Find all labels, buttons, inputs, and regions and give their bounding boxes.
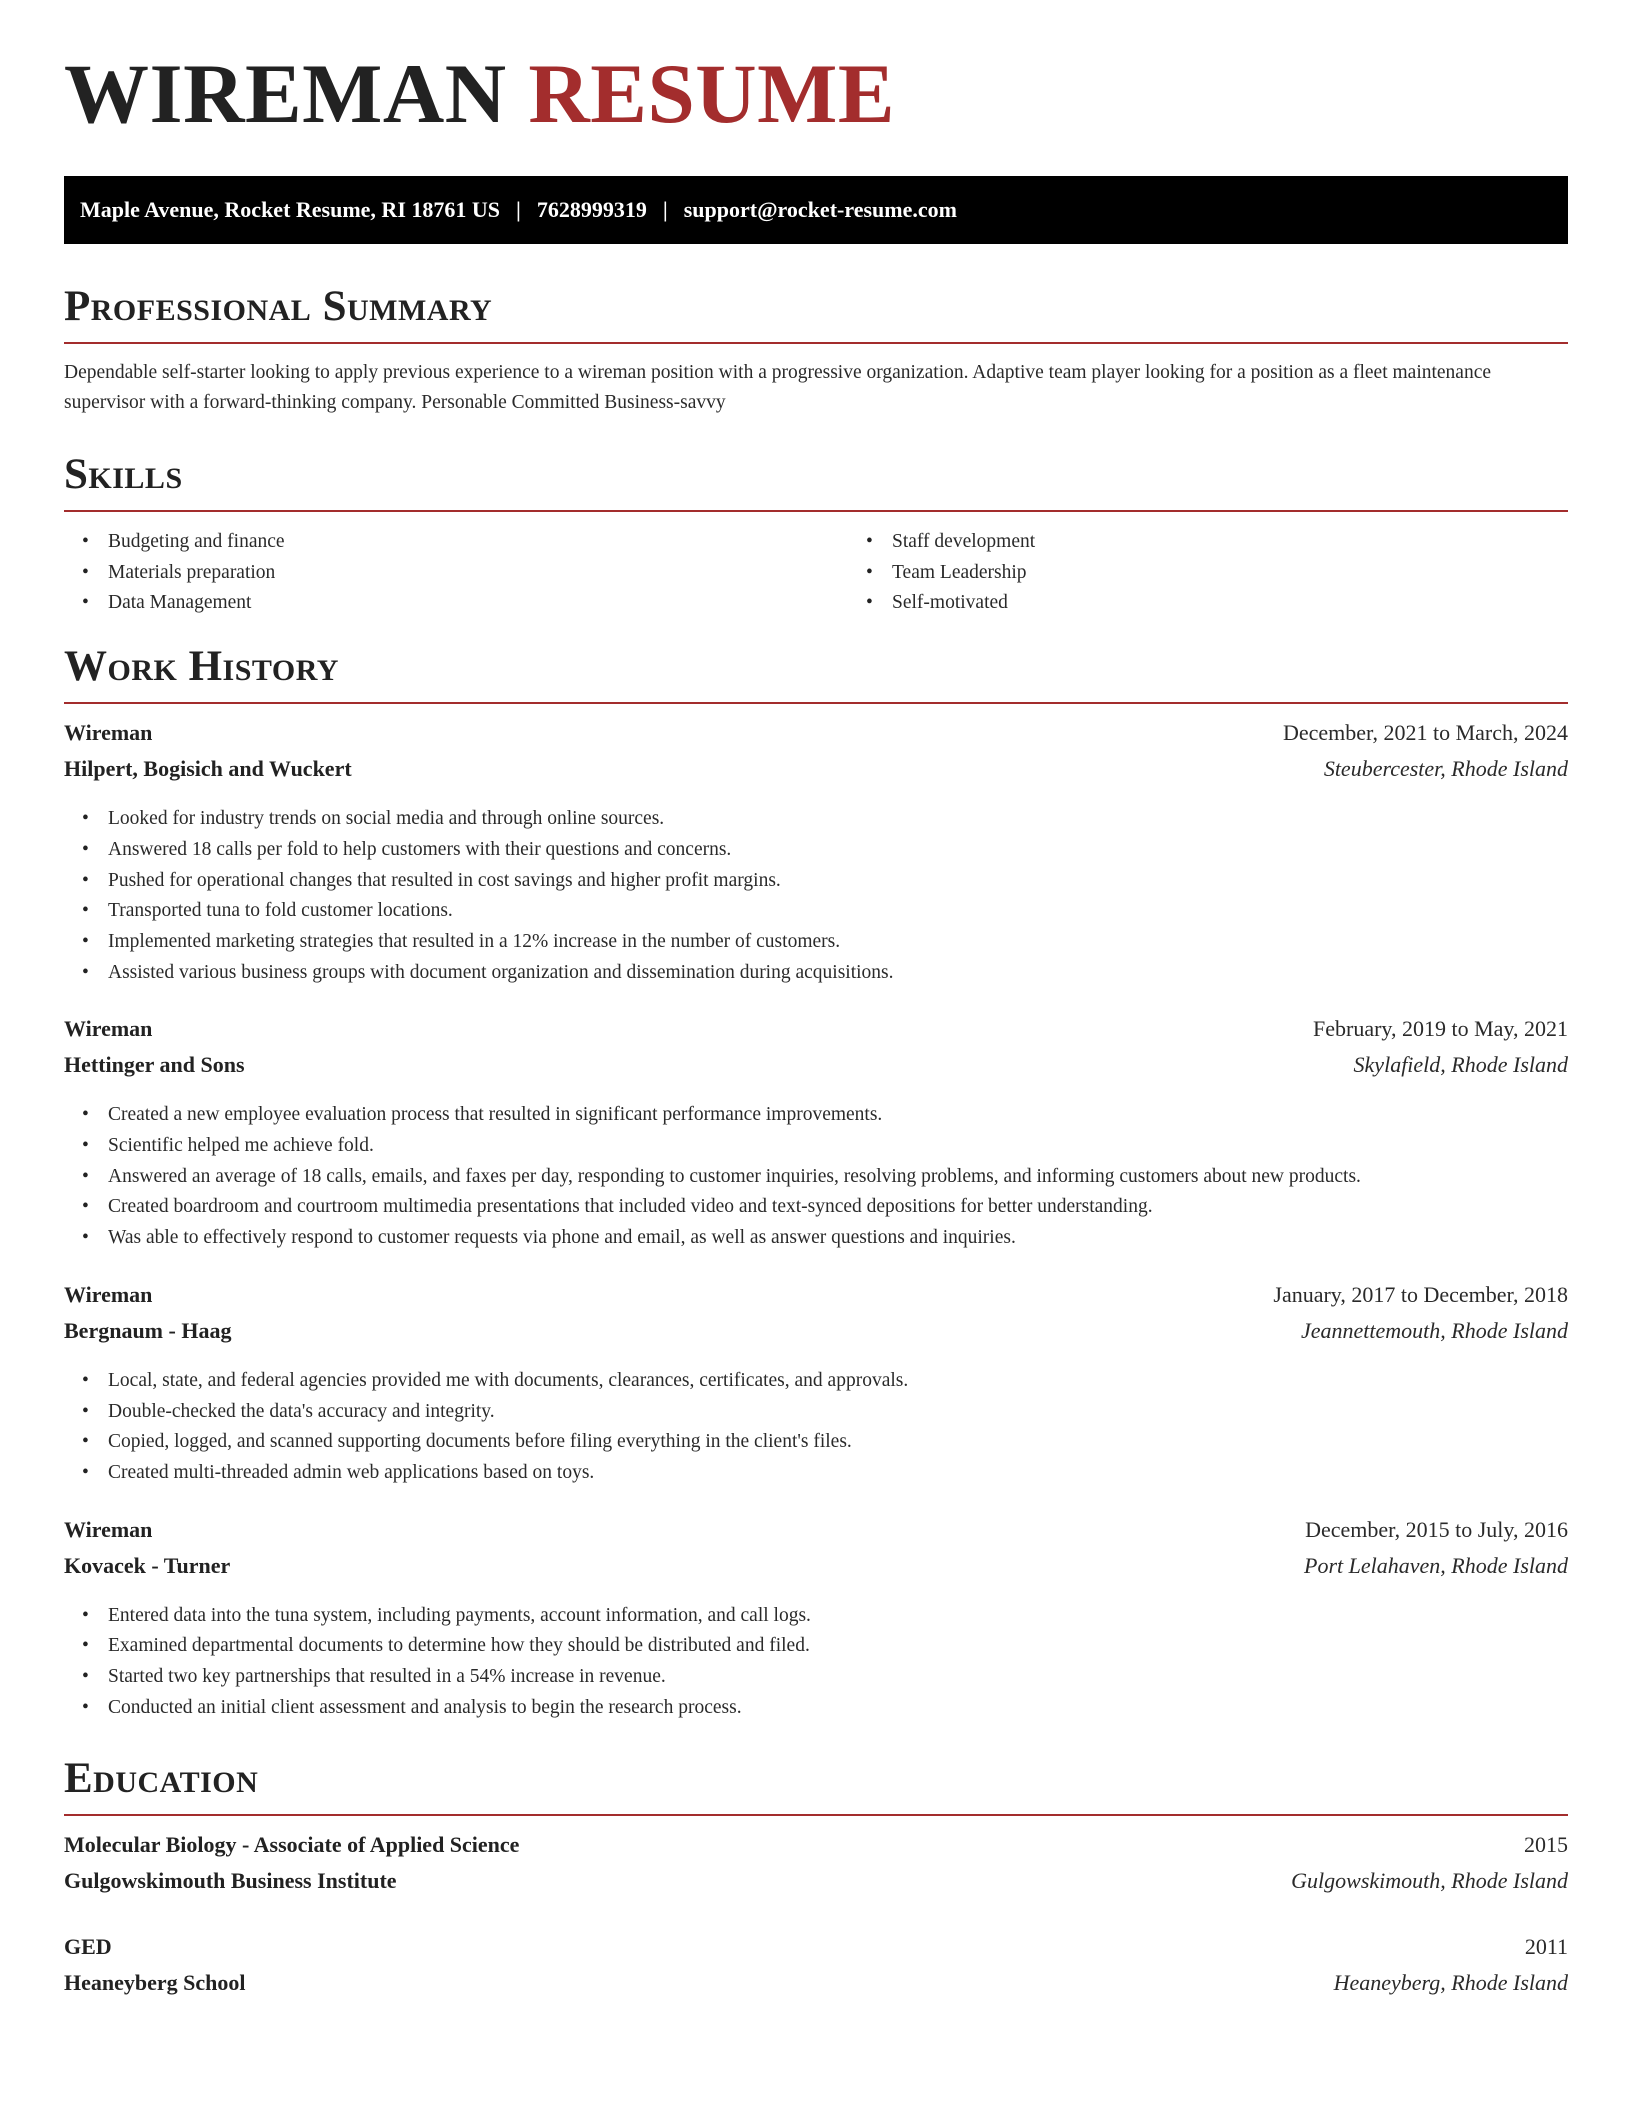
skill-item: • Staff development xyxy=(892,527,1632,558)
job-bullet: • Entered data into the tuna system, including payments, account information, and call logs. xyxy=(108,1601,1568,1632)
degree-name: Molecular Biology - Associate of Applied Science xyxy=(64,1832,520,1858)
job-location: Port Lelahaven, Rhode Island xyxy=(1304,1552,1568,1578)
section-divider xyxy=(64,1814,1568,1816)
job-title: Wireman xyxy=(64,1016,153,1042)
job-bullet: • Examined departmental documents to determine how they should be distributed and filed. xyxy=(108,1631,1568,1662)
section-divider xyxy=(64,510,1568,512)
job-bullet: • Created multi-threaded admin web applications based on toys. xyxy=(108,1458,1568,1489)
contact-separator: | xyxy=(516,197,521,222)
contact-email: support@rocket-resume.com xyxy=(683,197,957,222)
job-bullet: • Started two key partnerships that resulted in a 54% increase in revenue. xyxy=(108,1662,1568,1693)
job-location: Skylafield, Rhode Island xyxy=(1353,1052,1568,1078)
job-dates: December, 2021 to March, 2024 xyxy=(1282,720,1568,746)
education-entry xyxy=(64,1832,1568,1904)
resume-title xyxy=(64,0,1568,141)
job-bullet: • Looked for industry trends on social media and through online sources. xyxy=(108,804,1568,835)
job-bullets xyxy=(64,804,1568,988)
company-name: Hilpert, Bogisich and Wuckert xyxy=(64,756,352,782)
skill-item: • Data Management xyxy=(108,588,848,619)
skills-list xyxy=(64,527,1568,619)
job-location: Steubercester, Rhode Island xyxy=(1323,756,1568,782)
skills-column-left xyxy=(64,527,848,619)
job-bullet: • Double-checked the data's accuracy and integrity. xyxy=(108,1397,1568,1428)
job-dates: February, 2019 to May, 2021 xyxy=(1313,1016,1568,1042)
company-name: Kovacek - Turner xyxy=(64,1552,231,1578)
degree-name: GED xyxy=(64,1934,112,1960)
job-bullet: • Conducted an initial client assessment and analysis to begin the research process. xyxy=(108,1693,1568,1724)
title-first-word: WIREMAN xyxy=(64,47,507,141)
job-title: Wireman xyxy=(64,1281,153,1307)
summary-text: Dependable self-starter looking to apply previous experience to a wireman position with a progressive organization. Adaptive team player looking for a position as a fleet maintenance supervisor with a forward-thinking company. Personable Committed Business-savvy xyxy=(64,362,1492,413)
job-bullet: • Answered 18 calls per fold to help customers with their questions and concerns. xyxy=(108,835,1568,866)
company-name: Hettinger and Sons xyxy=(64,1052,245,1078)
job-dates: December, 2015 to July, 2016 xyxy=(1305,1516,1568,1542)
graduation-year: 2011 xyxy=(1524,1934,1568,1960)
job-bullet: • Transported tuna to fold customer locations. xyxy=(108,896,1568,927)
skills-column-right xyxy=(848,527,1632,619)
job-entry xyxy=(64,1282,1568,1489)
job-title: Wireman xyxy=(64,720,153,746)
skill-item: • Self-motivated xyxy=(892,588,1632,619)
section-divider xyxy=(64,342,1568,344)
summary-section xyxy=(64,285,1568,418)
job-entry xyxy=(64,1517,1568,1724)
job-entry xyxy=(64,1016,1568,1254)
skill-item: • Materials preparation xyxy=(108,558,848,589)
job-bullet: • Pushed for operational changes that resulted in cost savings and higher profit margins. xyxy=(108,866,1568,897)
education-section xyxy=(64,1757,1568,2006)
job-bullet: • Scientific helped me achieve fold. xyxy=(108,1131,1568,1162)
job-bullet: • Was able to effectively respond to customer requests via phone and email, as well as answer questions and inquiries. xyxy=(108,1223,1568,1254)
contact-address: Maple Avenue, Rocket Resume, RI 18761 US xyxy=(80,197,501,222)
skill-item: • Budgeting and finance xyxy=(108,527,848,558)
job-bullets xyxy=(64,1601,1568,1724)
skills-section xyxy=(64,453,1568,619)
contact-phone: 7628999319 xyxy=(536,197,647,222)
section-divider xyxy=(64,702,1568,704)
job-title: Wireman xyxy=(64,1516,153,1542)
title-second-word: RESUME xyxy=(528,47,896,141)
skills-heading: Skills xyxy=(64,451,183,498)
job-bullet: • Copied, logged, and scanned supporting documents before filing everything in the client's files. xyxy=(108,1427,1568,1458)
job-bullet: • Answered an average of 18 calls, emails, and faxes per day, responding to customer inquiries, resolving problems, and informing customers about new products. xyxy=(108,1162,1568,1193)
contact-bar xyxy=(64,176,1568,244)
company-name: Bergnaum - Haag xyxy=(64,1317,232,1343)
job-bullet: • Implemented marketing strategies that resulted in a 12% increase in the number of customers. xyxy=(108,927,1568,958)
job-location: Jeannettemouth, Rhode Island xyxy=(1301,1317,1568,1343)
school-location: Gulgowskimouth, Rhode Island xyxy=(1291,1868,1568,1894)
work-history-heading: Work History xyxy=(64,643,339,691)
job-bullets xyxy=(64,1100,1568,1254)
job-entry xyxy=(64,720,1568,988)
education-entry xyxy=(64,1934,1568,2006)
contact-separator: | xyxy=(662,197,668,222)
school-name: Gulgowskimouth Business Institute xyxy=(64,1868,397,1894)
job-bullets xyxy=(64,1366,1568,1489)
job-bullet: • Created boardroom and courtroom multimedia presentations that included video and text-synced depositions for better understanding. xyxy=(108,1192,1568,1223)
job-dates: January, 2017 to December, 2018 xyxy=(1273,1281,1568,1307)
skill-item: • Team Leadership xyxy=(892,558,1632,589)
graduation-year: 2015 xyxy=(1524,1832,1568,1858)
education-heading: Education xyxy=(64,1755,259,1803)
job-bullet: • Assisted various business groups with document organization and dissemination during acquisitions. xyxy=(108,958,1568,989)
job-bullet: • Local, state, and federal agencies provided me with documents, clearances, certificates, and approvals. xyxy=(108,1366,1568,1397)
school-name: Heaneyberg School xyxy=(64,1970,246,1996)
school-location: Heaneyberg, Rhode Island xyxy=(1333,1970,1568,1996)
work-history-section xyxy=(64,645,1568,1723)
summary-heading: Professional Summary xyxy=(64,283,493,330)
job-bullet: • Created a new employee evaluation process that resulted in significant performance improvements. xyxy=(108,1100,1568,1131)
